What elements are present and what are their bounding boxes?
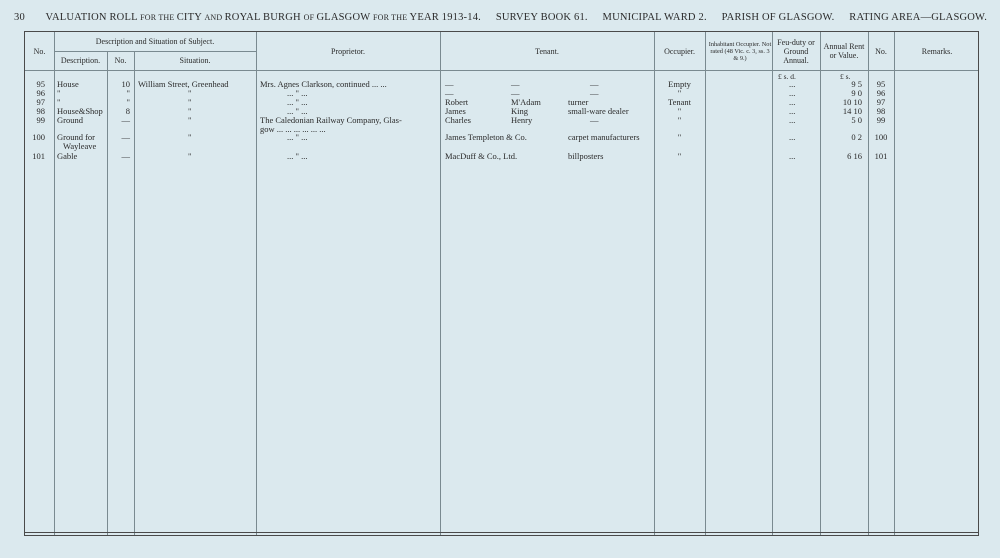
row-annual-rent: 6 16 xyxy=(847,151,862,161)
row-tenant-second: — xyxy=(511,79,520,89)
row-number: 95 xyxy=(36,79,45,89)
row-tenant-second: — xyxy=(511,88,520,98)
row-occupier: " xyxy=(677,115,682,125)
title-part: ROYAL BURGH xyxy=(224,12,304,23)
row-proprietor: ... " ... xyxy=(287,132,308,142)
row-tenant-occupation: — xyxy=(590,88,599,98)
row-situation: William Street, Greenhead xyxy=(138,79,229,89)
title-part: AND xyxy=(204,13,225,22)
row-description-continued: Wayleave xyxy=(63,141,97,151)
title-part: OF xyxy=(303,13,317,22)
row-proprietor: The Caledonian Railway Company, Glas- xyxy=(260,115,402,125)
row-number: 98 xyxy=(36,106,45,116)
row-annual-rent: 9 0 xyxy=(851,88,862,98)
row-annual-rent: 9 5 xyxy=(851,79,862,89)
row-tenant-second: Henry xyxy=(511,115,533,125)
row-desc-no: 8 xyxy=(125,106,130,116)
row-feu-duty: ... xyxy=(789,132,796,142)
header-description: Description. xyxy=(60,56,101,65)
header-proprietor: Proprietor. xyxy=(331,46,365,56)
row-occupier: Tenant xyxy=(667,97,691,107)
roll-title xyxy=(46,12,481,23)
header-no: No. xyxy=(33,46,46,56)
row-tenant-second: M'Adam xyxy=(511,97,541,107)
row-desc-no: " xyxy=(126,88,130,98)
header-remarks: Remarks. xyxy=(921,46,953,56)
valuation-table xyxy=(24,31,979,536)
feu-units: £ s. d. xyxy=(778,72,796,81)
row-occupier: Empty xyxy=(668,79,691,89)
row-tenant-occupation: — xyxy=(590,79,599,89)
title-part: VALUATION ROLL xyxy=(45,12,141,23)
header-situation: Situation. xyxy=(179,56,211,65)
row-occupier: " xyxy=(677,132,682,142)
header-feu-duty: Feu-duty or Ground Annual. xyxy=(777,37,815,65)
row-tenant-occupation: small-ware dealer xyxy=(568,106,629,116)
row-occupier: " xyxy=(677,151,682,161)
header-annual-rent: Annual Rent or Value. xyxy=(823,42,865,60)
title-part: GLASGOW xyxy=(316,12,373,23)
row-annual-rent: 10 10 xyxy=(842,97,862,107)
row-description: Ground for xyxy=(57,132,96,142)
header-desc-no: No. xyxy=(114,56,127,65)
row-situation: " xyxy=(188,106,192,116)
row-number: 97 xyxy=(36,97,45,107)
row-proprietor: ... " ... xyxy=(287,106,308,116)
header-occupier: Occupier. xyxy=(664,46,695,56)
row-number: 100 xyxy=(32,132,45,142)
row-desc-no: — xyxy=(121,151,130,161)
header-desc-group: Description and Situation of Subject. xyxy=(95,37,215,46)
header-inhabitant-occupier: Inhabitant Occupier. Not rated (48 Vic. c. 3, ss. 3 & 9.) xyxy=(708,40,772,62)
row-description: House&Shop xyxy=(57,106,103,116)
row-number: 101 xyxy=(32,151,45,161)
row-annual-rent: 14 10 xyxy=(842,106,862,116)
row-number: 96 xyxy=(36,88,45,98)
row-number-right: 97 xyxy=(876,97,886,107)
row-annual-rent: 5 0 xyxy=(851,115,862,125)
row-tenant-second: King xyxy=(511,106,528,116)
row-number-right: 95 xyxy=(876,79,886,89)
row-feu-duty: ... xyxy=(789,97,796,107)
row-desc-no: — xyxy=(121,115,130,125)
row-feu-duty: ... xyxy=(789,79,796,89)
municipal-ward: MUNICIPAL WARD 2. xyxy=(602,12,707,23)
row-situation: " xyxy=(188,97,192,107)
page-header xyxy=(14,12,999,23)
row-proprietor: ... " ... xyxy=(287,151,308,161)
row-feu-duty: ... xyxy=(789,151,796,161)
row-tenant-occupation: carpet manufacturers xyxy=(568,132,640,142)
row-description: Ground xyxy=(57,115,83,125)
row-feu-duty: ... xyxy=(789,115,796,125)
table-row xyxy=(25,151,980,161)
row-tenant-occupation: billposters xyxy=(568,151,604,161)
row-tenant-first: Robert xyxy=(445,97,469,107)
row-tenant-first: MacDuff & Co., Ltd. xyxy=(445,151,518,161)
survey-book: SURVEY BOOK 61. xyxy=(495,12,588,23)
row-situation: " xyxy=(188,88,192,98)
row-desc-no: " xyxy=(126,97,130,107)
row-number-right: 99 xyxy=(876,115,886,125)
row-tenant-occupation: turner xyxy=(568,97,589,107)
row-number: 99 xyxy=(36,115,45,125)
row-description: " xyxy=(57,97,61,107)
row-number-right: 98 xyxy=(876,106,886,116)
table-row xyxy=(25,132,980,151)
row-number-right: 96 xyxy=(876,88,886,98)
row-description: " xyxy=(57,88,61,98)
row-occupier: " xyxy=(677,88,682,98)
row-number-right: 100 xyxy=(874,132,888,142)
rent-units: £ s. xyxy=(840,72,851,81)
row-proprietor: ... " ... xyxy=(287,97,308,107)
row-tenant-occupation: — xyxy=(590,115,599,125)
row-desc-no: — xyxy=(121,132,130,142)
page-number: 30 xyxy=(14,12,25,23)
title-part: FOR THE xyxy=(140,13,177,22)
row-annual-rent: 0 2 xyxy=(851,132,862,142)
row-feu-duty: ... xyxy=(789,106,796,116)
row-tenant-first: James xyxy=(445,106,466,116)
row-description: House xyxy=(57,79,79,89)
title-part: FOR THE xyxy=(372,13,410,22)
row-proprietor-continued: gow ... ... ... ... ... ... xyxy=(260,124,326,134)
parish: PARISH OF GLASGOW. xyxy=(721,12,835,23)
row-feu-duty: ... xyxy=(789,88,796,98)
row-desc-no: 10 xyxy=(121,79,130,89)
row-tenant-first: Charles xyxy=(445,115,471,125)
rating-area: RATING AREA—GLASGOW. xyxy=(849,12,988,23)
row-tenant-first: — xyxy=(445,79,454,89)
row-situation: " xyxy=(188,115,192,125)
title-part: YEAR 1913-14. xyxy=(409,12,481,23)
row-proprietor: ... " ... xyxy=(287,88,308,98)
header-rule xyxy=(25,70,978,71)
row-number-right: 101 xyxy=(874,151,888,161)
row-occupier: " xyxy=(677,106,682,116)
table-row xyxy=(25,115,980,134)
header-tenant: Tenant. xyxy=(535,46,559,56)
row-description: Gable xyxy=(57,151,78,161)
header-no-right: No. xyxy=(875,46,887,56)
row-situation: " xyxy=(188,132,192,142)
row-tenant-first: — xyxy=(445,88,454,98)
title-part: CITY xyxy=(176,12,205,23)
row-proprietor: Mrs. Agnes Clarkson, continued ... ... xyxy=(260,79,387,89)
row-situation: " xyxy=(188,151,192,161)
row-tenant-first: James Templeton & Co. xyxy=(445,132,527,142)
